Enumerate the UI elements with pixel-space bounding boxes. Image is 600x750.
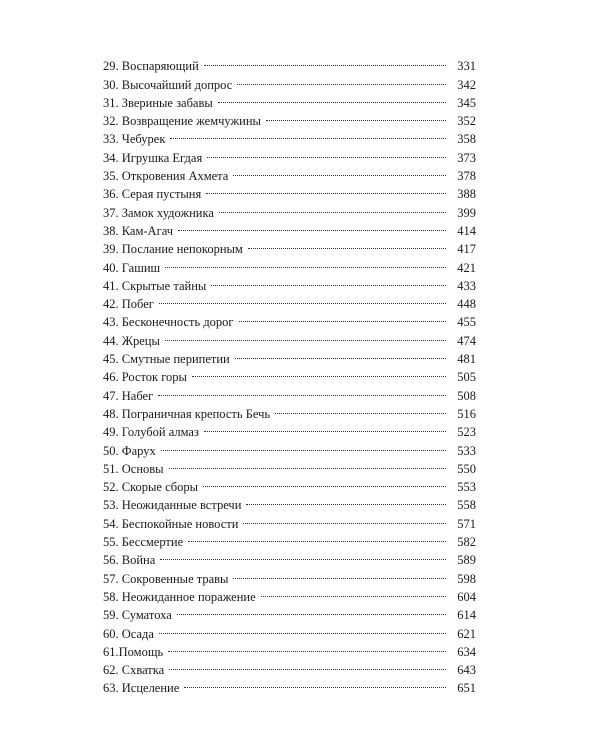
toc-entry-page-number: 516 — [457, 406, 476, 421]
dot-leader — [205, 143, 450, 161]
dot-leader — [176, 217, 450, 235]
toc-entry-page-number: 481 — [457, 352, 476, 367]
toc-entry-page-number: 621 — [457, 626, 476, 641]
toc-entry-title: 38. Кам-Агач — [103, 223, 174, 238]
toc-entry-title: 36. Серая пустыня — [103, 187, 202, 202]
toc-entry-page-number: 345 — [457, 95, 476, 110]
table-of-contents — [103, 52, 476, 696]
toc-entry-page-number: 455 — [457, 315, 476, 330]
toc-entry-page-number: 589 — [457, 553, 476, 568]
dot-leader — [246, 235, 450, 253]
toc-entry-page-number: 358 — [457, 132, 476, 147]
toc-entry-page-number: 331 — [457, 59, 476, 74]
dot-leader — [244, 491, 450, 509]
toc-entry-page-number: 533 — [457, 443, 476, 458]
toc-entry-title: 32. Возвращение жемчужины — [103, 114, 261, 129]
toc-entry — [103, 564, 476, 586]
toc-entry-title: 34. Игрушка Егдая — [103, 150, 203, 165]
toc-entry-page-number: 378 — [457, 169, 476, 184]
toc-entry-title: 45. Смутные перипетии — [103, 352, 230, 367]
toc-entry-title: 29. Воспаряющий — [103, 59, 199, 74]
dot-leader — [231, 162, 450, 180]
dot-leader — [166, 638, 450, 656]
dot-leader — [163, 253, 450, 271]
toc-entry-title: 37. Замок художника — [103, 205, 214, 220]
toc-entry — [103, 400, 476, 421]
toc-entry — [103, 381, 476, 403]
toc-entry-title: 62. Схватка — [103, 663, 165, 678]
dot-leader — [241, 509, 450, 527]
dot-leader — [209, 272, 450, 290]
toc-entry-page-number: 342 — [457, 77, 476, 92]
toc-entry-title: 35. Откровения Ахмета — [103, 169, 229, 184]
toc-entry-title: 50. Фарух — [103, 443, 156, 458]
toc-entry-page-number: 417 — [457, 242, 476, 257]
toc-entry-title: 48. Пограничная крепость Бечь — [103, 406, 271, 421]
toc-entry-page-number: 421 — [457, 260, 476, 275]
dot-leader — [233, 345, 450, 363]
toc-entry-page-number: 571 — [457, 516, 476, 531]
toc-entry-page-number: 614 — [457, 608, 476, 623]
toc-entry-title: 47. Набег — [103, 388, 154, 403]
toc-entry-page-number: 643 — [457, 663, 476, 678]
toc-entry-page-number: 582 — [457, 535, 476, 550]
toc-entry-title: 44. Жрецы — [103, 333, 160, 348]
dot-leader — [182, 674, 450, 692]
toc-entry-title: 53. Неожиданные встречи — [103, 498, 242, 513]
toc-entry-title: 46. Росток горы — [103, 370, 187, 385]
toc-entry-title: 58. Неожиданное поражение — [103, 589, 256, 604]
dot-leader — [190, 363, 450, 381]
toc-entry — [103, 308, 476, 330]
toc-entry-page-number: 604 — [457, 589, 476, 604]
dot-leader — [168, 125, 450, 143]
toc-entry-title: 30. Высочайший допрос — [103, 77, 233, 92]
toc-entry-title: 31. Звериные забавы — [103, 95, 213, 110]
dot-leader — [157, 619, 450, 637]
toc-entry-page-number: 433 — [457, 278, 476, 293]
toc-entry-page-number: 474 — [457, 333, 476, 348]
toc-entry — [103, 455, 476, 476]
dot-leader — [273, 400, 450, 418]
toc-entry-title: 63. Исцеление — [103, 681, 180, 696]
toc-entry-title: 59. Суматоха — [103, 608, 172, 623]
toc-entry-page-number: 448 — [457, 297, 476, 312]
dot-leader — [186, 528, 450, 546]
toc-entry-page-number: 508 — [457, 388, 476, 403]
toc-entry-page-number: 388 — [457, 187, 476, 202]
toc-entry — [103, 290, 476, 312]
dot-leader — [259, 583, 450, 601]
toc-entry-page-number: 634 — [457, 644, 476, 659]
toc-entry-title: 54. Беспокойные новости — [103, 516, 239, 531]
dot-leader — [202, 52, 450, 70]
dot-leader — [163, 326, 450, 344]
dot-leader — [216, 89, 450, 107]
toc-entry-page-number: 651 — [457, 681, 476, 696]
dot-leader — [235, 70, 450, 88]
toc-entry-title: 56. Война — [103, 553, 156, 568]
dot-leader — [157, 290, 450, 308]
toc-entry-title: 41. Скрытые тайны — [103, 278, 207, 293]
dot-leader — [231, 564, 450, 582]
dot-leader — [202, 418, 450, 436]
toc-entry-title: 43. Бесконечность дорог — [103, 315, 234, 330]
toc-entry — [103, 619, 476, 641]
toc-entry — [103, 546, 476, 568]
toc-entry-page-number: 373 — [457, 150, 476, 165]
toc-entry-title: 57. Сокровенные травы — [103, 571, 229, 586]
dot-leader — [158, 546, 450, 564]
toc-entry-page-number: 553 — [457, 480, 476, 495]
dot-leader — [217, 198, 450, 216]
toc-entry-page-number: 505 — [457, 370, 476, 385]
toc-entry-page-number: 550 — [457, 461, 476, 476]
dot-leader — [175, 601, 450, 619]
toc-entry-title: 49. Голубой алмаз — [103, 425, 199, 440]
toc-entry-page-number: 523 — [457, 425, 476, 440]
dot-leader — [201, 473, 450, 491]
toc-entry-page-number: 558 — [457, 498, 476, 513]
toc-entry-title: 33. Чебурек — [103, 132, 166, 147]
toc-entry-page-number: 352 — [457, 114, 476, 129]
toc-entry-title: 55. Бессмертие — [103, 535, 184, 550]
toc-entry-title: 39. Послание непокорным — [103, 242, 243, 257]
toc-entry-page-number: 598 — [457, 571, 476, 586]
toc-entry-title: 40. Гашиш — [103, 260, 161, 275]
toc-entry-title: 52. Скорые сборы — [103, 480, 199, 495]
dot-leader — [159, 436, 450, 454]
toc-entry — [103, 436, 476, 458]
toc-entry-title: 42. Побег — [103, 297, 154, 312]
dot-leader — [264, 107, 450, 125]
toc-entry — [103, 52, 476, 74]
toc-entry-page-number: 414 — [457, 223, 476, 238]
dot-leader — [167, 455, 450, 473]
dot-leader — [204, 180, 450, 198]
dot-leader — [237, 308, 450, 326]
dot-leader — [156, 381, 450, 399]
toc-entry-title: 51. Основы — [103, 461, 164, 476]
toc-entry-title: 61.Помощь — [103, 644, 164, 659]
toc-entry — [103, 638, 476, 659]
dot-leader — [167, 656, 450, 674]
toc-entry-page-number: 399 — [457, 205, 476, 220]
toc-entry-title: 60. Осада — [103, 626, 154, 641]
